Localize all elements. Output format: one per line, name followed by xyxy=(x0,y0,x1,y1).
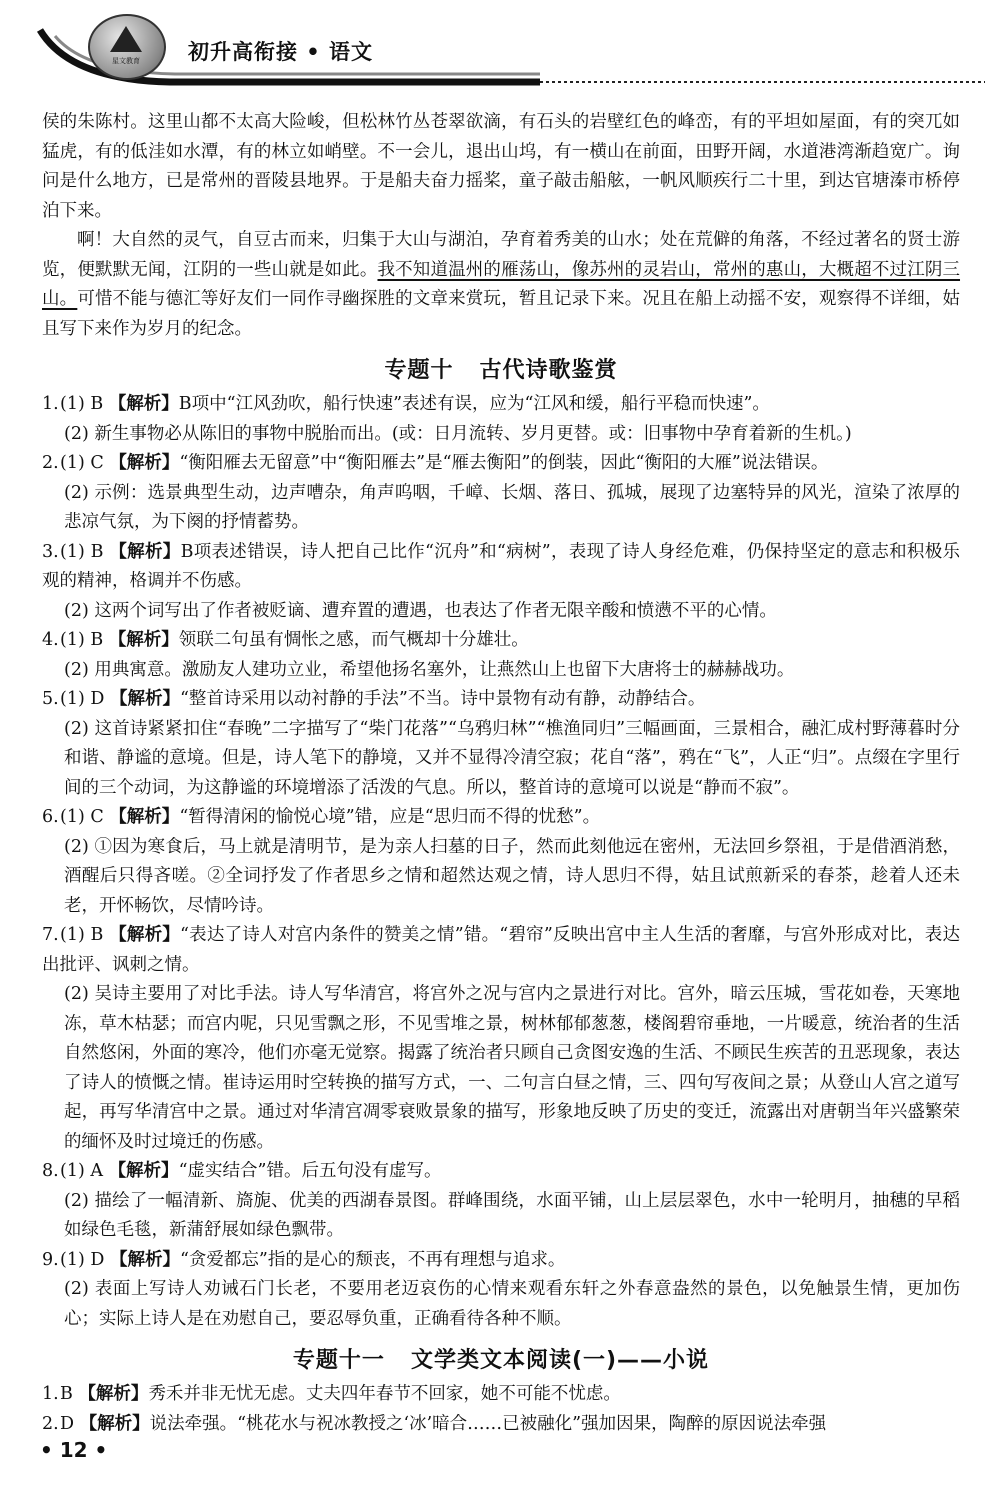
answer-item xyxy=(42,1246,960,1276)
answer-item xyxy=(42,1380,960,1410)
answer-sub-item: (2) 这两个词写出了作者被贬谪、遭弃置的遭遇，也表达了作者无限辛酸和愤懑不平的心情。 xyxy=(64,600,777,621)
item-number: 1. xyxy=(42,1384,59,1404)
book-title: 初升高衔接 • 语文 xyxy=(188,40,374,64)
analysis-tag: 【解析】 xyxy=(108,1161,179,1181)
section-label: 专题十 xyxy=(384,358,454,383)
answer-sub-item: (2) 表面上写诗人劝诫石门长老，不要用老迈哀伤的心情来观看东轩之外春意盎然的景色，以免触景生情，更加伤心；实际上诗人是在劝慰自己，要忍辱负重，正确看待各种不顺。 xyxy=(64,1279,960,1329)
answer-choice: (1) B xyxy=(60,630,109,650)
analysis-text: “整首诗采用以动衬静的手法”不当。诗中景物有动有静，动静结合。 xyxy=(179,689,706,709)
analysis-text: “暂得清闲的愉悦心境”错，应是“思归而不得的忧愁”。 xyxy=(179,807,601,827)
answer-choice: (1) D xyxy=(60,689,110,709)
underlined-sentence: 我不知道温州的雁荡山，像苏州的灵岩山，常州的惠山，大概超不过江阴三山。 xyxy=(42,259,961,309)
analysis-tag: 【解析】 xyxy=(109,925,181,945)
page-content xyxy=(42,108,960,1439)
answer-choice: (1) B xyxy=(60,925,110,945)
answer-choice: (1) C xyxy=(60,453,110,473)
analysis-tag: 【解析】 xyxy=(79,1413,150,1434)
passage-paragraph-1: 侯的朱陈村。这里山都不太高大险峻，但松林竹丛苍翠欲滴，有石头的岩壁红色的峰峦，有的平坦如屋面，有的突兀如猛虎，有的低洼如水潭，有的林立如峭壁。不一会儿，退出山坞，有一横山在前面，田野开阔，水道港湾渐趋宽广。询问是什么地方，已是常州的晋陵县地界。于是船夫奋力摇桨，童子敲击船舷，一帆风顺疾行二十里，到达官塘溱市桥停泊下来。 xyxy=(42,112,960,221)
answer-item xyxy=(42,803,960,833)
analysis-tag: 【解析】 xyxy=(109,689,180,709)
section-title: 文学类文本阅读(一)——小说 xyxy=(410,1348,710,1373)
answer-sub-item: (2) 吴诗主要用了对比手法。诗人写华清宫，将宫外之况与宫内之景进行对比。宫外，暗云压城，雪花如卷，天寒地冻，草木枯瑟；而宫内呢，只见雪飘之形，不见雪堆之景，树林郁郁葱葱，楼阁碧帘垂地，一片暖意，统治者的生活自然悠闲，外面的寒冷，他们亦毫无觉察。揭露了统治者只顾自己贪图安逸的生活、不顾民生疾苦的丑恶现象，表达了诗人的愤慨之情。崔诗运用时空转换的描写方式，一、二句言白昼之情，三、四句写夜间之景；从登山人宫之道写起，再写华清宫中之景。通过对华清宫凋零衰败景象的描写，形象地反映了历史的变迁，流露出对唐朝当年兴盛繁荣的缅怀及时过境迁的伤感。 xyxy=(64,984,960,1152)
logo-text: 星文教育 xyxy=(112,57,140,65)
answer-choice: (1) C xyxy=(60,807,110,827)
answer-choice: (1) B xyxy=(60,394,109,414)
item-number: 4. xyxy=(42,630,59,650)
analysis-text: “表达了诗人对宫内条件的赞美之情”错。“碧帘”反映出宫中主人生活的奢靡，与宫外形成对比，表达出批评、讽刺之情。 xyxy=(42,925,960,975)
analysis-text: “贪爱都忘”指的是心的颓丧，不再有理想与追求。 xyxy=(179,1249,566,1270)
analysis-tag: 【解析】 xyxy=(109,541,181,562)
item-number: 2. xyxy=(42,1413,59,1434)
answer-sub-item: (2) ①因为寒食后，马上就是清明节，是为亲人扫墓的日子，然而此刻他远在密州，无法回乡祭祖，于是借酒消愁，酒醒后只得吝嗟。②全词抒发了作者思乡之情和超然达观之情，诗人思归不得，姑且试煎新采的春茶，趁着人还未老，开怀畅饮，尽情吟诗。 xyxy=(64,836,960,916)
answer-sub-item: (2) 示例：选景典型生动，边声嘈杂，角声呜咽，千嶂、长烟、落日、孤城，展现了边塞特异的风光，渲染了浓厚的悲凉气氛，为下阕的抒情蓄势。 xyxy=(64,482,960,532)
section-label: 专题十一 xyxy=(292,1348,385,1373)
analysis-tag: 【解析】 xyxy=(78,1384,149,1404)
analysis-tag: 【解析】 xyxy=(108,394,179,414)
analysis-text: “衡阳雁去无留意”中“衡阳雁去”是“雁去衡阳”的倒装，因此“衡阳的大雁”说法错误。 xyxy=(179,453,829,473)
answer-item xyxy=(42,1410,960,1440)
analysis-text: 领联二句虽有惆怅之感，而气概却十分雄壮。 xyxy=(178,630,529,650)
answer-choice: (1) D xyxy=(60,1249,110,1270)
item-number: 7. xyxy=(42,925,59,945)
section-10-heading xyxy=(42,353,960,384)
analysis-tag: 【解析】 xyxy=(109,1249,180,1270)
analysis-text: B项表述错误，诗人把自己比作“沉舟”和“病树”，表现了诗人身经危难，仍保持坚定的意志和积极乐观的精神，格调并不伤感。 xyxy=(42,541,960,591)
analysis-text: 秀禾并非无忧无虑。丈夫四年春节不回家，她不可能不忧虑。 xyxy=(148,1384,621,1404)
page-header xyxy=(0,0,1000,100)
answer-item xyxy=(42,390,960,420)
analysis-text: “虚实结合”错。后五句没有虚写。 xyxy=(178,1161,442,1181)
answer-item xyxy=(42,449,960,479)
answer-item xyxy=(42,538,960,597)
item-number: 1. xyxy=(42,394,59,414)
section-11-answers xyxy=(42,1380,960,1439)
item-number: 8. xyxy=(42,1161,59,1181)
passage-text: 可惜不能与德汇等好友们一同作寻幽探胜的文章来赏玩，暂且记录下来。况且在船上动摇不安，观察得不详细，姑且写下来作为岁月的纪念。 xyxy=(42,289,961,339)
section-11-heading xyxy=(42,1343,960,1374)
item-number: 5. xyxy=(42,689,59,709)
section-10-answers xyxy=(42,390,960,1334)
analysis-tag: 【解析】 xyxy=(109,453,180,473)
page-number: • 12 • xyxy=(40,1438,108,1462)
section-title: 古代诗歌鉴赏 xyxy=(479,358,618,383)
logo-mountain-icon xyxy=(110,26,142,52)
answer-choice: (1) A xyxy=(60,1161,109,1181)
analysis-text: 说法牵强。“桃花水与祝冰教授之‘冰’暗合……已被融化”强加因果，陶醉的原因说法牵强 xyxy=(149,1413,827,1434)
item-number: 3. xyxy=(42,541,59,562)
answer-choice: D xyxy=(60,1413,80,1434)
answer-item xyxy=(42,626,960,656)
passage-paragraph-2 xyxy=(42,226,960,344)
answer-item xyxy=(42,1157,960,1187)
answer-item xyxy=(42,921,960,980)
answer-sub-item: (2) 描绘了一幅清新、旖旎、优美的西湖春景图。群峰围绕，水面平铺，山上层层翠色，水中一轮明月，抽穗的早稻如绿色毛毯，新蒲舒展如绿色飘带。 xyxy=(64,1190,960,1240)
answer-choice: B xyxy=(60,1384,79,1404)
passage-text: 啊！大自然的灵气，自豆古而来，归集于大山与湖泊，孕育着秀美的山水；处在荒僻的角落，不经过著名的贤士游览，便默默无闻，江阴的一些山就是如此。 xyxy=(42,230,960,280)
answer-sub-item: (2) 这首诗紧紧扣住“春晚”二字描写了“柴门花落”“乌鸦归林”“樵渔同归”三幅画面，三景相合，融汇成村野薄暮时分和谐、静谧的意境。但是，诗人笔下的静境，又并不显得冷清空寂；花自“落”，鸦在“飞”，人正“归”。点缀在字里行间的三个动词，为这静谧的环境增添了活泼的气息。所以，整首诗的意境可以说是“静而不寂”。 xyxy=(64,718,960,798)
item-number: 9. xyxy=(42,1249,59,1270)
analysis-text: B项中“江风劲吹，船行快速”表述有误，应为“江风和缓，船行平稳而快速”。 xyxy=(178,394,770,414)
analysis-tag: 【解析】 xyxy=(108,630,179,650)
answer-item xyxy=(42,685,960,715)
item-number: 6. xyxy=(42,807,59,827)
answer-choice: (1) B xyxy=(60,541,110,562)
answer-sub-item: (2) 用典寓意。激励友人建功立业，希望他扬名塞外，让燕然山上也留下大唐将士的赫赫战功。 xyxy=(64,659,795,680)
analysis-tag: 【解析】 xyxy=(109,807,180,827)
answer-sub-item: (2) 新生事物必从陈旧的事物中脱胎而出。(或：日月流转、岁月更替。或：旧事物中孕育着新的生机。) xyxy=(64,423,852,444)
item-number: 2. xyxy=(42,453,59,473)
